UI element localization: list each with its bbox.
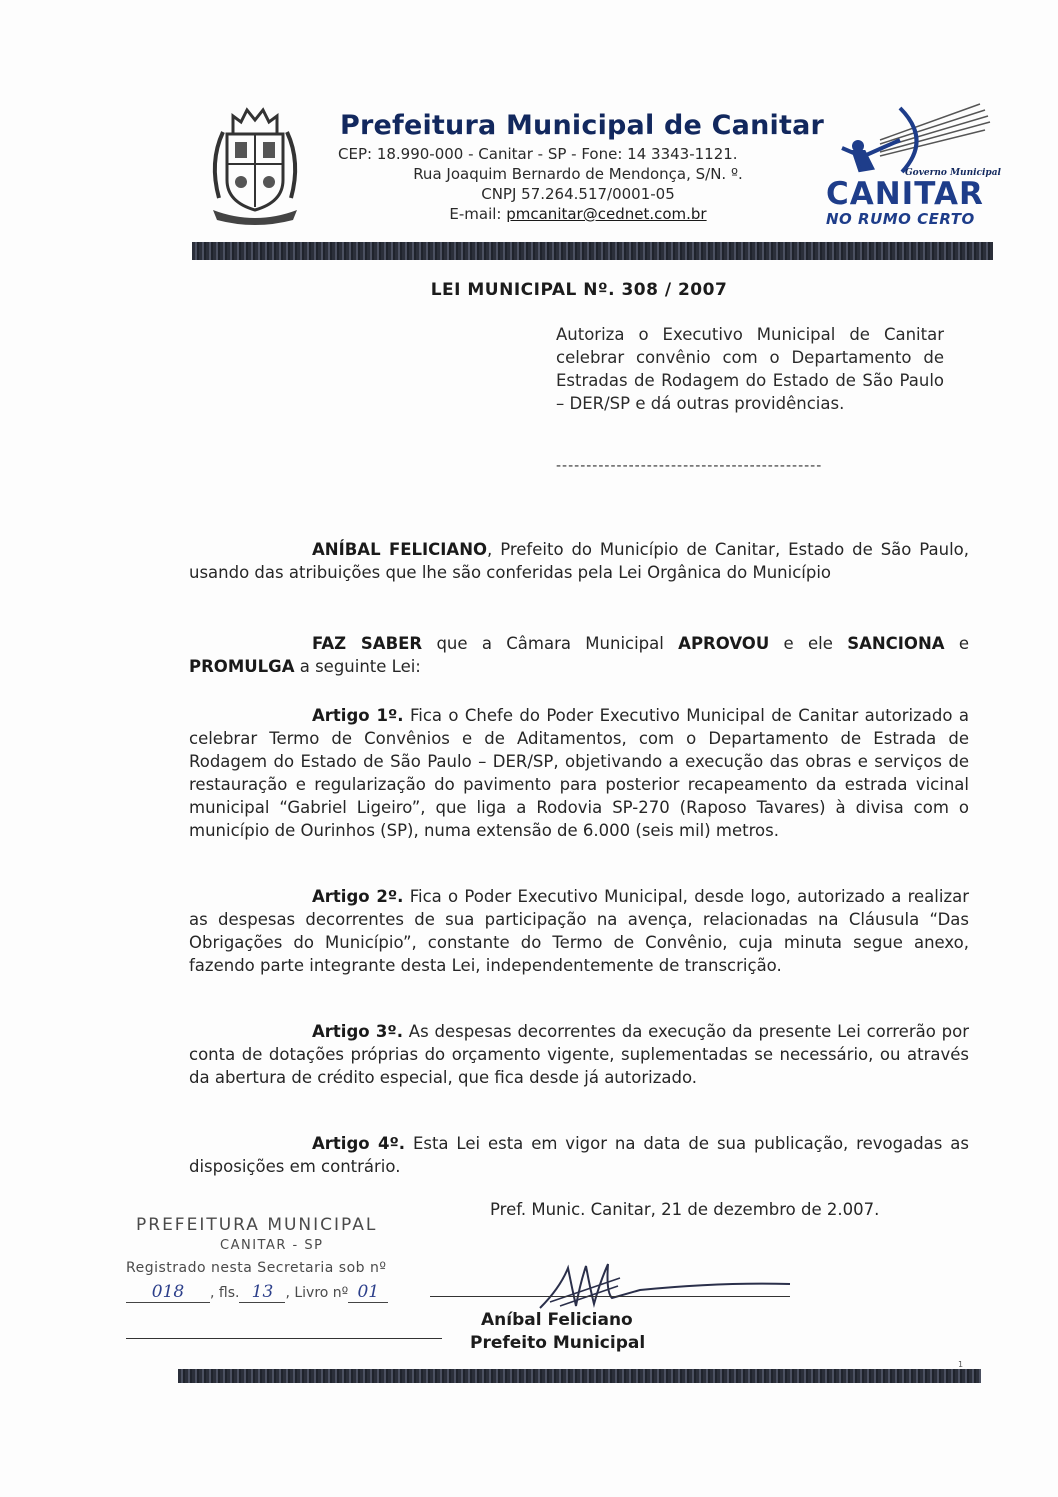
law-summary: Autoriza o Executivo Municipal de Canitar celebrar convênio com o Departamento de Estradas de Rodagem do Estado de São Paulo – DER/SP e dá outras providências. bbox=[556, 325, 944, 413]
article-1-label: Artigo 1º. bbox=[312, 706, 404, 725]
summary-dashed-rule: -------------------------------------------- bbox=[556, 458, 823, 474]
stamp-fls: 13 bbox=[239, 1282, 285, 1303]
faz-saber-paragraph: FAZ SABER que a Câmara Municipal APROVOU e ele SANCIONA e PROMULGA a seguinte Lei: bbox=[189, 634, 970, 676]
email-link[interactable]: pmcanitar@cednet.com.br bbox=[506, 205, 707, 223]
article-2-paragraph: Artigo 2º. Fica o Poder Executivo Municipal, desde logo, autorizado a realizar as despesas decorrentes de sua participação na avença, relacionadas na Cláusula “Das Obrigações do Município”, constante do Termo de Convênio, cuja minuta segue anexo, fazendo parte integrante desta Lei, independentemente de transcrição. bbox=[189, 887, 969, 975]
municipal-coat-of-arms-icon bbox=[205, 102, 305, 227]
stamp-number: 018 bbox=[126, 1282, 210, 1303]
footer-divider-bar bbox=[178, 1369, 981, 1383]
header-address-line: Rua Joaquim Bernardo de Mendonça, S/N. º. bbox=[413, 165, 743, 183]
municipality-title: Prefeitura Municipal de Canitar bbox=[340, 110, 825, 141]
law-title: LEI MUNICIPAL Nº. 308 / 2007 bbox=[430, 280, 728, 300]
signatory-name: Aníbal Feliciano bbox=[481, 1310, 633, 1330]
header-divider-bar bbox=[192, 242, 993, 260]
logo-canitar-text: CANITAR bbox=[826, 176, 984, 212]
signatory-role: Prefeito Municipal bbox=[470, 1333, 646, 1353]
stamp-signature-line bbox=[126, 1338, 442, 1339]
article-1-paragraph: Artigo 1º. Fica o Chefe do Poder Executivo Municipal de Canitar autorizado a celebrar Termo de Convênios e de Aditamentos, com o Departamento de Estrada de Rodagem do Estado de São Paulo – DER/SP, objetivando a execução das obras e serviços de restauração e regularização do pavimento para posterior recapeamento da estrada vicinal municipal “Gabriel Ligeiro”, que liga a Rodovia SP-270 (Raposo Tavares) à divisa com o município de Ourinhos (SP), numa extensão de 6.000 (seis mil) metros. bbox=[189, 706, 969, 840]
article-3-paragraph: Artigo 3º. As despesas decorrentes da execução da presente Lei correrão por conta de dotações próprias do orçamento vigente, suplementadas se necessário, ou através da abertura de crédito especial, que fica desde já autorizado. bbox=[189, 1022, 969, 1087]
logo-governo-text: Governo Municipal bbox=[905, 168, 1001, 178]
article-4-label: Artigo 4º. bbox=[312, 1134, 406, 1153]
header-contact-line: CEP: 18.990-000 - Canitar - SP - Fone: 14 3343-1121. bbox=[338, 145, 738, 163]
header-email-line bbox=[338, 205, 818, 223]
registration-stamp bbox=[120, 1210, 460, 1345]
signature-line bbox=[430, 1296, 790, 1297]
header-cnpj-line: CNPJ 57.264.517/0001-05 bbox=[481, 185, 675, 203]
mayor-name: ANÍBAL FELICIANO bbox=[312, 540, 488, 559]
article-2-label: Artigo 2º. bbox=[312, 887, 404, 906]
stamp-livro: 01 bbox=[348, 1282, 388, 1303]
article-3-label: Artigo 3º. bbox=[312, 1022, 403, 1041]
intro-paragraph: ANÍBAL FELICIANO, Prefeito do Município de Canitar, Estado de São Paulo, usando das atribuições que lhe são conferidas pela Lei Orgânica do Município bbox=[189, 540, 969, 582]
stamp-title: PREFEITURA MUNICIPAL bbox=[136, 1215, 378, 1235]
stamp-registration-text: Registrado nesta Secretaria sob nº bbox=[126, 1260, 387, 1276]
stamp-city: CANITAR - SP bbox=[220, 1238, 324, 1253]
stamp-registration-fields: 018 , fls. 13 , Livro nº 01 bbox=[126, 1282, 388, 1303]
email-label: E-mail: bbox=[449, 205, 507, 223]
page-number: 1 bbox=[958, 1360, 964, 1369]
logo-slogan-text: NO RUMO CERTO bbox=[826, 210, 975, 228]
handwritten-signature-icon bbox=[520, 1258, 800, 1318]
place-and-date: Pref. Munic. Canitar, 21 de dezembro de 2.007. bbox=[490, 1200, 880, 1219]
article-4-paragraph: Artigo 4º. Esta Lei esta em vigor na data de sua publicação, revogadas as disposições em contrário. bbox=[189, 1134, 969, 1176]
